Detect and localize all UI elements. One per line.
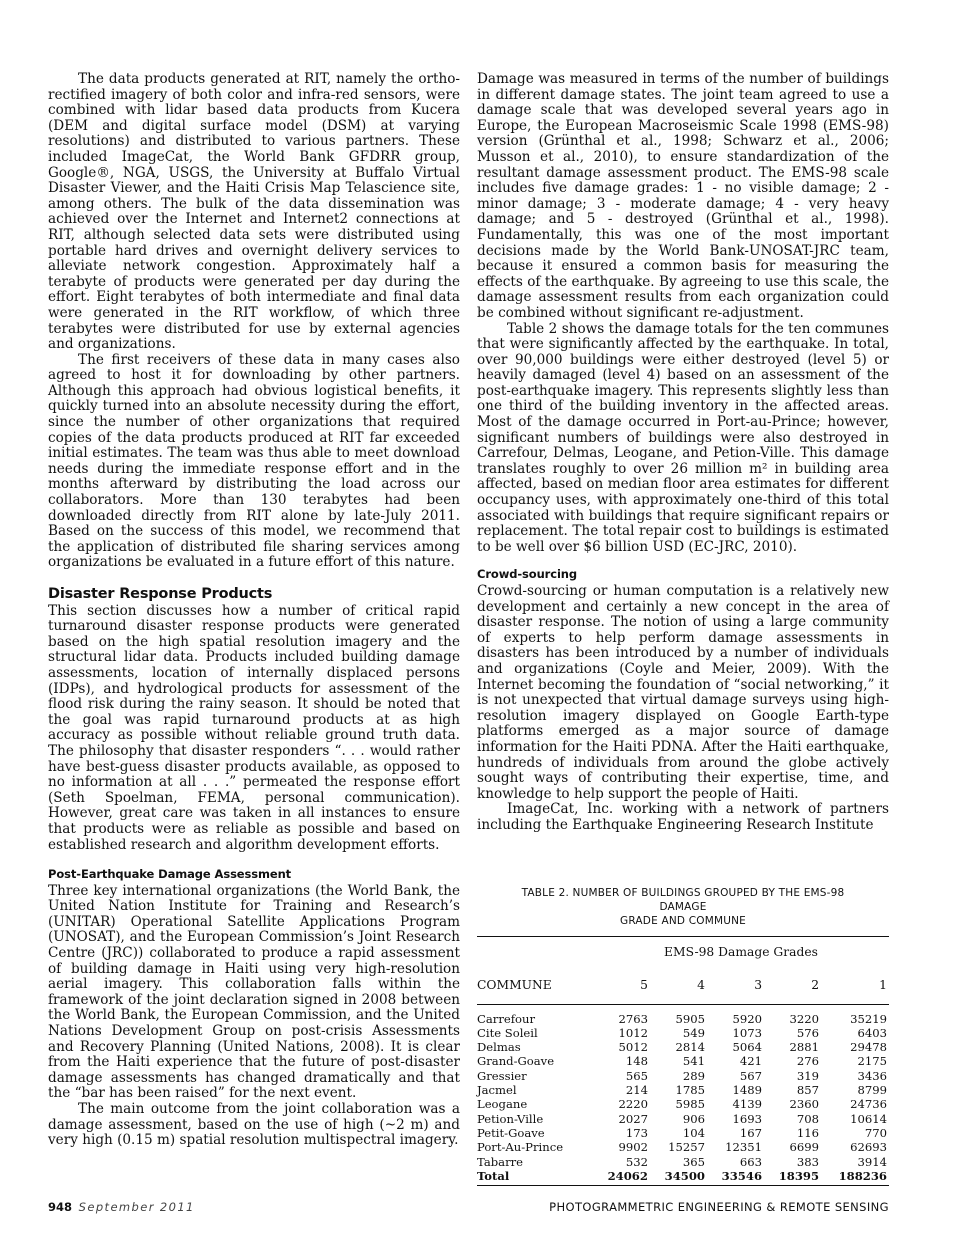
table-cell: 2027: [618, 1111, 648, 1126]
table-cell: 2175: [857, 1054, 887, 1069]
commune-name: Cite Soleil: [477, 1025, 538, 1040]
table-cell: 2763: [618, 1011, 648, 1026]
table-cell: 62693: [850, 1140, 887, 1155]
table-cell: 857: [796, 1083, 820, 1098]
table-cell: 289: [682, 1068, 705, 1083]
table-cell: 12351: [725, 1140, 763, 1155]
table-row: [477, 1083, 889, 1097]
commune-name: Carrefour: [477, 1011, 536, 1026]
paragraph: This section discusses how a number of critical rapid turnaround disaster response products were generated based on the high spatial resolution imagery and the structural lidar data. Products included building damage assessments, location of internally displaced persons (IDPs), and hydrological products for assessment of the flood risk during the rainy season. It should be noted that the goal was rapid turnaround products at as high accuracy as possible without reliable ground truth data. The philosophy that disaster responders “. . . would rather have best-guess disaster products available, as opposed to no information at all . . .” permeated the response effort (Seth Spoelman, FEMA, personal communication). However, great care was taken in all instances to ensure that products were as reliable as possible and based on established research and algorithm development efforts.: [48, 602, 460, 853]
commune-name: Delmas: [477, 1040, 521, 1055]
table-cell: 2220: [618, 1097, 648, 1112]
group-header: EMS-98 Damage Grades: [664, 945, 818, 959]
table-caption: [477, 886, 889, 928]
table-cell: 5905: [675, 1011, 705, 1026]
table-cell: 35219: [850, 1011, 887, 1026]
table-row: [477, 1155, 889, 1169]
commune-name: Grand-Goave: [477, 1054, 555, 1069]
table-cell: 214: [625, 1083, 648, 1098]
table-cell: 9902: [618, 1140, 648, 1155]
column-header-grade: 5: [640, 978, 648, 993]
commune-name: Gressier: [477, 1068, 527, 1083]
table-cell: 6403: [857, 1025, 887, 1040]
total-cell: 34500: [664, 1168, 705, 1183]
table-body: [477, 1004, 889, 1186]
paragraph: The main outcome from the joint collaboration was a damage assessment, based on the use of high (~2 m) and very high (0.15 m) spatial resolution multispectral imagery.: [48, 1101, 460, 1149]
page-number: 948: [48, 1200, 73, 1214]
total-cell: 188236: [838, 1168, 887, 1183]
journal-name: PHOTOGRAMMETRIC ENGINEERING & REMOTE SENSING: [549, 1200, 889, 1214]
table-cell: 4139: [732, 1097, 763, 1112]
subsection-heading: Post-Earthquake Damage Assessment: [48, 867, 292, 882]
table-cell: 532: [625, 1154, 648, 1169]
table-cell: 770: [864, 1125, 887, 1140]
table-row: [477, 1040, 889, 1054]
table-cell: 576: [796, 1025, 820, 1040]
table-cell: 5012: [618, 1040, 648, 1055]
table-row: [477, 1026, 889, 1040]
commune-name: Petion-Ville: [477, 1111, 544, 1126]
table-cell: 1785: [675, 1083, 705, 1098]
table-cell: 383: [796, 1154, 820, 1169]
right-column: [477, 72, 889, 834]
paragraph: Three key international organizations (the World Bank, the United Nation Institute for Training and Research’s (UNITAR) Operational Satellite Applications Program (UNOSAT), and the European Commission’s Joint Research Centre (JRC)) collaborated to produce a rapid assessment of building damage in Haiti using very high-resolution aerial imagery. This collaboration falls within the framework of the joint declaration signed in 2008 between the World Bank, the European Commission, and the United Nations Development Group on post-crisis Assessments and Recovery Planning (United Nations, 2008). It is clear from the Haiti experience that the future of post-disaster damage assessments has changed dramatically and that the “bar has been raised” for the next event.: [48, 882, 460, 1102]
paragraph: The first receivers of these data in many cases also agreed to host it for downloading by other partners. Although this approach had obvious logistical benefits, it quickly turned into an absolute necessity during the effort, since the number of other organizations that required copies of the data products produced at RIT far exceeded initial estimates. The team was thus able to meet download needs during the immediate response effort and in the months afterward by distributing the load across our collaborators. More than 130 terabytes had been downloaded directly from RIT alone by late-July 2011. Based on the success of this model, we recommend that the application of distributed file sharing services among organizations be evaluated in a future effort of this nature.: [48, 351, 460, 571]
table-cell: 365: [682, 1154, 705, 1169]
table-cell: 24736: [850, 1097, 887, 1112]
table-cell: 116: [796, 1125, 820, 1140]
table-row: [477, 1054, 889, 1068]
table-cell: 708: [796, 1111, 820, 1126]
table-cell: 2360: [789, 1097, 820, 1112]
paragraph: Damage was measured in terms of the number of buildings in different damage states. The joint team agreed to use a damage scale that was developed several years ago in Europe, the European Macroseismic Scale 1998 (EMS-98) version (Grünthal et al., 1998; Schwarz et al., 2006; Musson et al., 2010), to ensure standardization of the resultant damage assessment product. The EMS-98 scale includes five damage grades: 1 - no visible damage; 2 - minor damage; 3 - moderate damage; 4 - very heavy damage; and 5 - destroyed (Grünthal et al., 1998). Fundamentally, this was one of the most important decisions made by the World Bank-UNOSAT-JRC team, because it ensured a common basis for measuring the effects of the earthquake. By agreeing to use this scale, the damage assessment results from each organization could be combined without significant re-adjustment.: [477, 71, 889, 321]
column-header-grade: 2: [811, 978, 820, 993]
issue-date: September 2011: [78, 1200, 195, 1214]
table-cell: 663: [739, 1154, 763, 1169]
table-cell: 1489: [732, 1083, 763, 1098]
column-header-grade: 1: [879, 978, 887, 993]
table-cell: 2881: [789, 1040, 820, 1055]
damage-table: [477, 936, 889, 1186]
total-cell: 18395: [778, 1168, 820, 1183]
table-cell: 549: [682, 1025, 705, 1040]
table-cell: 421: [739, 1054, 763, 1069]
column-header-commune: COMMUNE: [477, 978, 552, 993]
table-2: [477, 886, 889, 1186]
table-cell: 1693: [732, 1111, 763, 1126]
total-cell: 24062: [607, 1168, 648, 1183]
section-heading: Disaster Response Products: [48, 586, 273, 602]
commune-name: Leogane: [477, 1097, 528, 1112]
table-cell: 8799: [857, 1083, 887, 1098]
total-row: [477, 1169, 889, 1186]
table-cell: 319: [796, 1068, 820, 1083]
paragraph: ImageCat, Inc. working with a network of partners including the Earthquake Engineering Research Institute: [477, 801, 889, 833]
table-cell: 167: [739, 1125, 763, 1140]
table-cell: 1012: [618, 1025, 648, 1040]
table-row: [477, 1126, 889, 1140]
column-header-grade: 4: [697, 978, 705, 993]
paragraph: Crowd-sourcing or human computation is a relatively new development and certainly a new concept in the area of disaster response. The notion of using a large community of experts to help perform damage assessments in disasters has been introduced by a number of individuals and organizations (Coyle and Meier, 2009). With the Internet becoming the foundation of “social networking,” it is not unexpected that virtual damage surveys using high-resolution imagery displayed on Google Earth-type platforms emerged as a major source of damage information for the Haiti PDNA. After the Haiti earthquake, hundreds of individuals from around the globe actively sought ways of contributing their expertise, time, and knowledge to help support the people of Haiti.: [477, 583, 889, 802]
left-column: [48, 72, 460, 1149]
paragraph: Table 2 shows the damage totals for the ten communes that were significantly affected by the earthquake. In total, over 90,000 buildings were either destroyed (level 5) or heavily damaged (level 4) based on an assessment of the post-earthquake imagery. This represents slightly less than one third of the building inventory in the affected areas. Most of the damage occurred in Port-au-Prince; however, significant numbers of buildings were also destroyed in Carrefour, Delmas, Leogane, and Petion-Ville. This damage translates roughly to over 26 million m² in building area affected, based on median floor area estimates for different occupancy uses, with approximately one-third of this total associated with buildings that require significant repairs or replacement. The total repair cost to buildings is estimated to be well over $6 billion USD (EC-JRC, 2010).: [477, 320, 889, 555]
paragraph: The data products generated at RIT, namely the ortho-rectified imagery of both color and infra-red sensors, were combined with lidar based data products from Kucera (DEM and digital surface model (DSM) at varying resolutions) and distributed to various partners. These included ImageCat, the World Bank GFDRR group, Google®, NGA, USGS, the University at Buffalo Virtual Disaster Viewer, and the Haiti Crisis Map Telascience site, among others. The bulk of the data dissemination was achieved over the Internet and Internet2 connections at RIT, although selected data sets were distributed using portable hard drives and overnight delivery services to alleviate network congestion. Approximately half a terabyte of products were generated per day during the effort. Eight terabytes of both intermediate and final data were generated in the RIT workflow, of which three terabytes were distributed for use by external agencies and organizations.: [48, 71, 460, 353]
commune-name: Port-Au-Prince: [477, 1140, 564, 1155]
table-cell: 3436: [857, 1068, 887, 1083]
table-cell: 29478: [850, 1040, 887, 1055]
table-row: [477, 1112, 889, 1126]
table-cell: 6699: [789, 1140, 820, 1155]
table-cell: 2814: [675, 1040, 705, 1055]
table-row: [477, 1140, 889, 1154]
table-cell: 5064: [732, 1040, 763, 1055]
total-label: Total: [477, 1168, 510, 1183]
table-cell: 1073: [732, 1025, 763, 1040]
table-cell: 567: [739, 1068, 763, 1083]
page-footer: [48, 1200, 889, 1218]
caption-line: TABLE 2. NUMBER OF BUILDINGS GROUPED BY THE EMS-98 DAMAGE: [521, 887, 845, 913]
table-cell: 148: [625, 1054, 648, 1069]
caption-line: GRADE AND COMMUNE: [620, 915, 746, 927]
footer-left: [48, 1200, 195, 1214]
table-row: [477, 1097, 889, 1111]
commune-name: Jacmel: [477, 1083, 517, 1098]
total-cell: 33546: [721, 1168, 763, 1183]
table-cell: 10614: [850, 1111, 887, 1126]
table-cell: 173: [625, 1125, 648, 1140]
subsection-heading: Crowd-sourcing: [477, 567, 578, 582]
commune-name: Tabarre: [477, 1154, 524, 1169]
commune-name: Petit-Goave: [477, 1125, 545, 1140]
table-cell: 906: [682, 1111, 705, 1126]
table-cell: 104: [682, 1125, 705, 1140]
table-row: [477, 1069, 889, 1083]
table-cell: 5985: [675, 1097, 705, 1112]
table-cell: 5920: [732, 1011, 763, 1026]
table-cell: 3220: [789, 1011, 820, 1026]
column-header-grade: 3: [754, 978, 763, 993]
table-row: [477, 1004, 889, 1026]
table-cell: 3914: [857, 1154, 887, 1169]
table-cell: 276: [796, 1054, 820, 1069]
table-cell: 15257: [668, 1140, 705, 1155]
table-cell: 541: [682, 1054, 705, 1069]
table-cell: 565: [625, 1068, 648, 1083]
